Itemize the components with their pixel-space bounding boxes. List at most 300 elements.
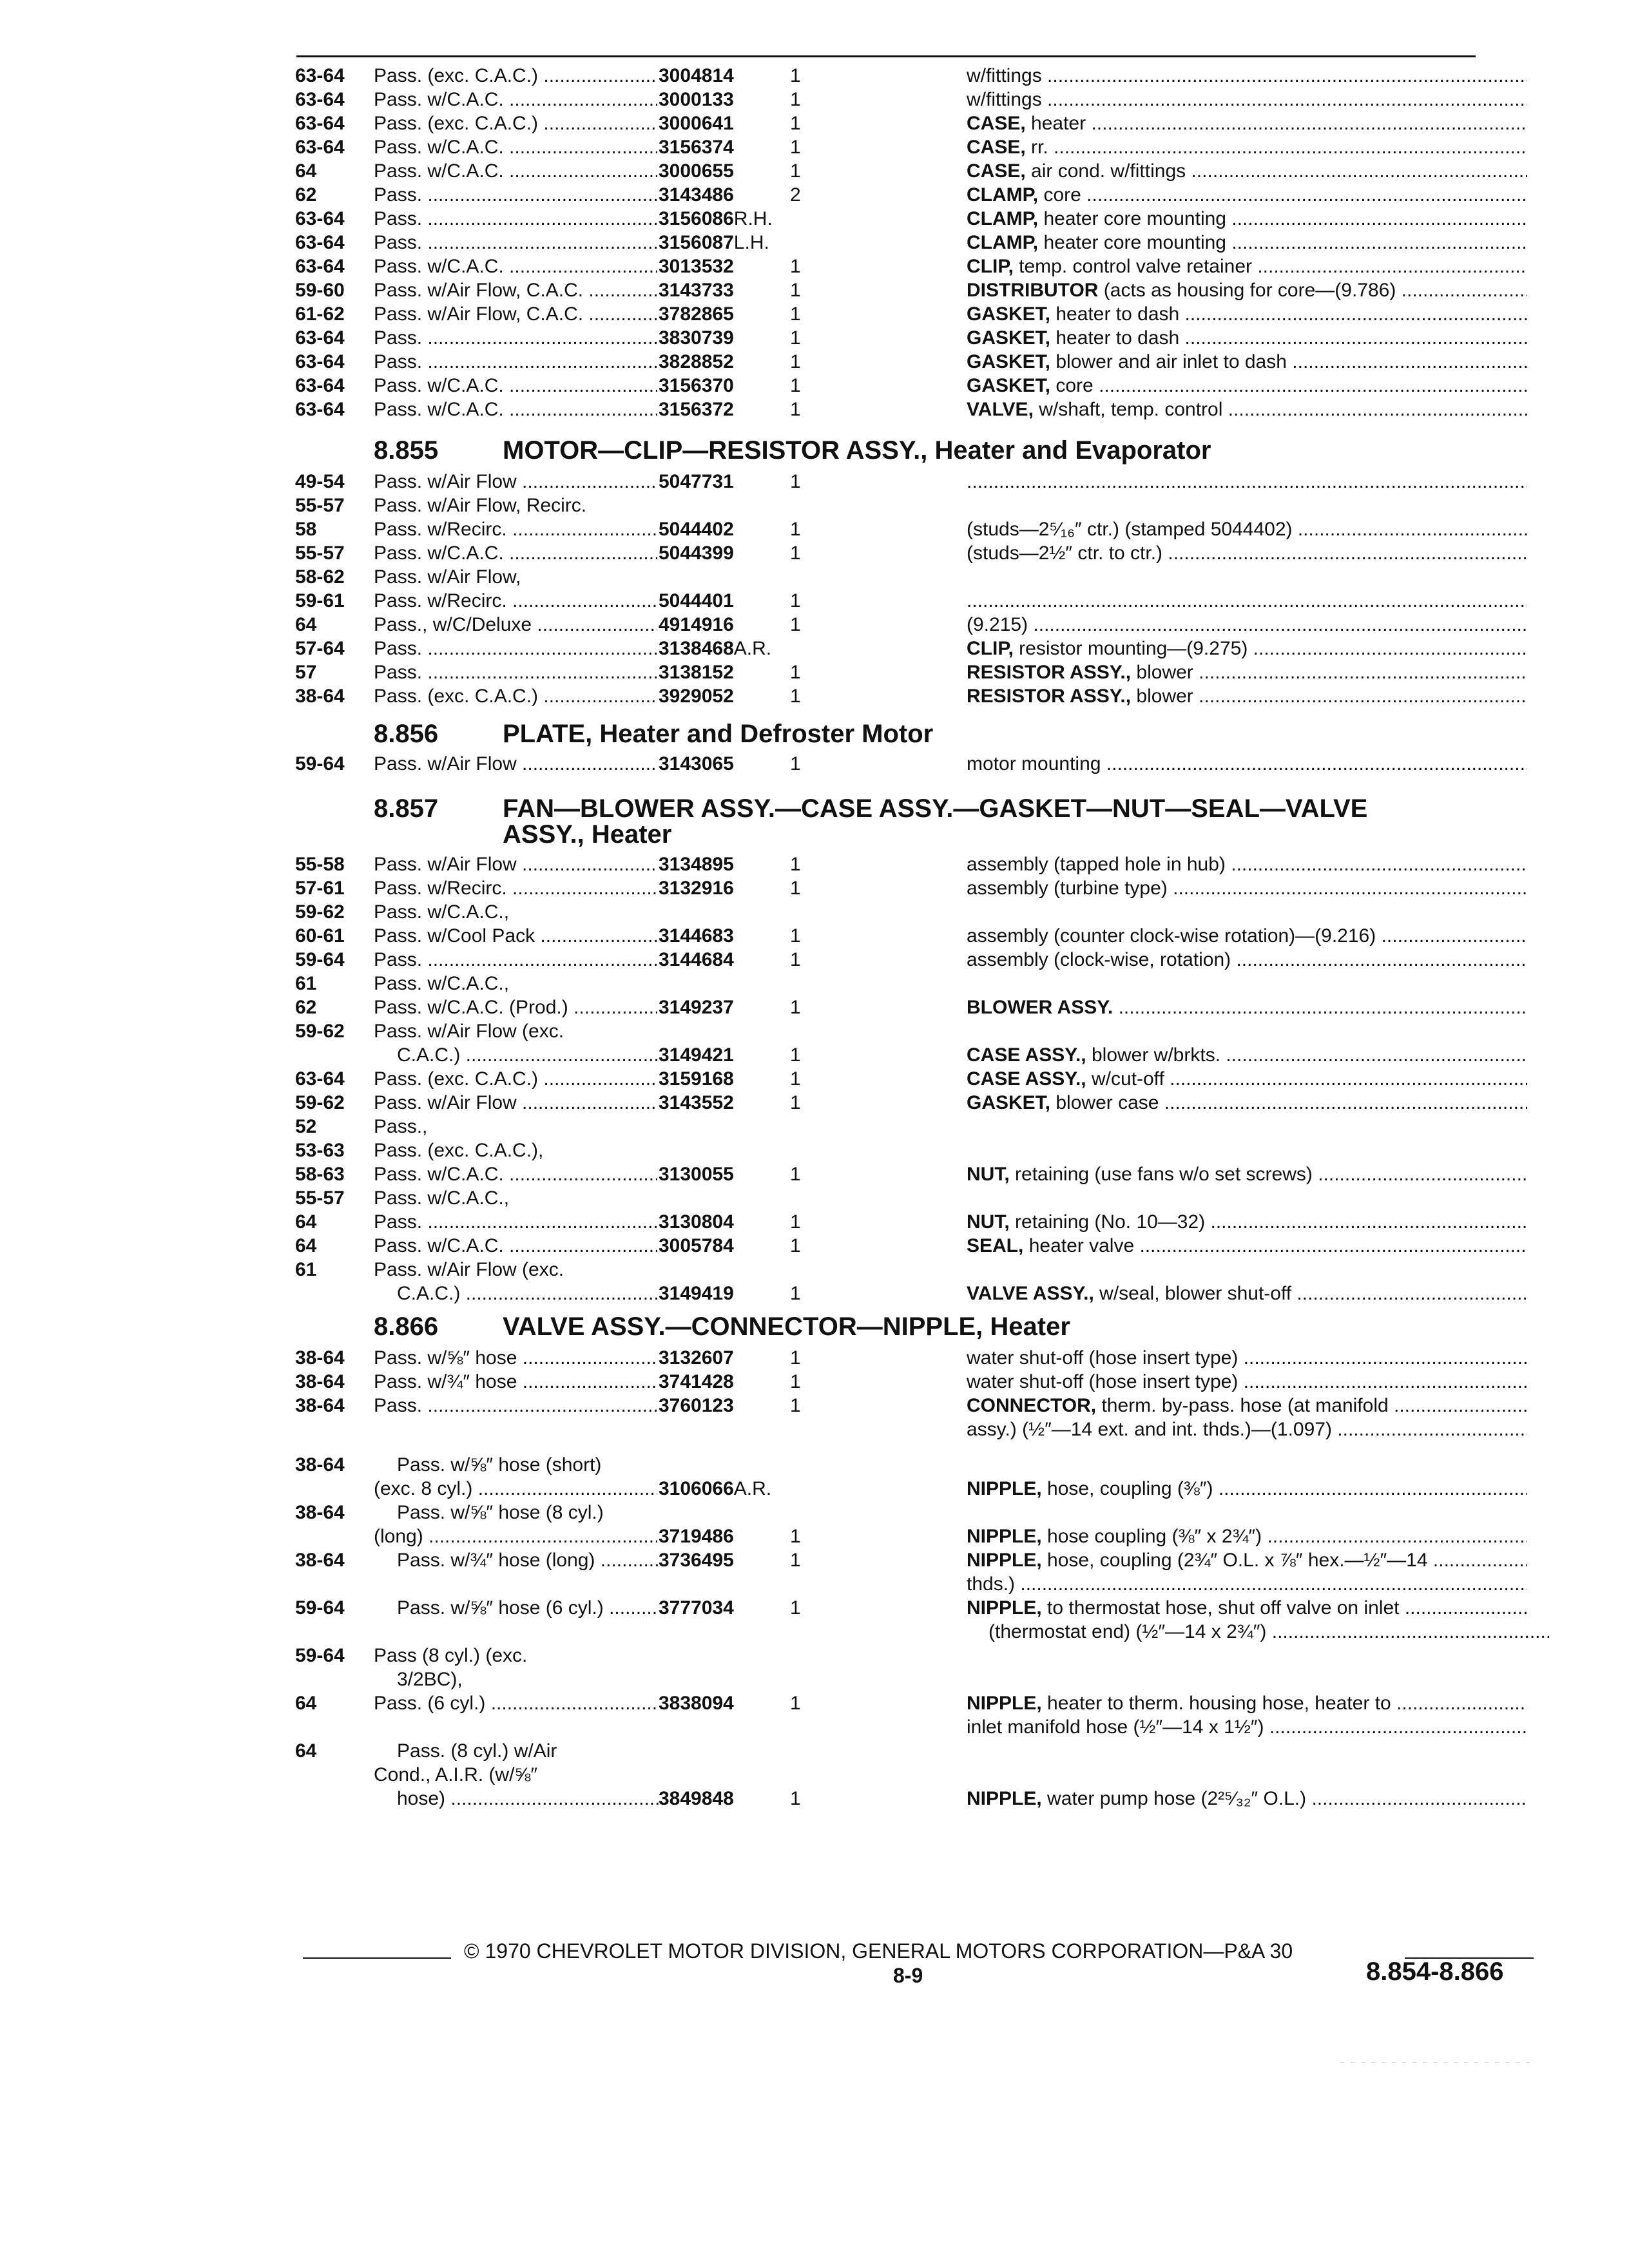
part-name-detail: (acts as housing for core—(9.786)	[1103, 280, 1396, 301]
quantity: 1	[790, 1068, 801, 1090]
model-years: 63-64	[295, 232, 345, 253]
part-name-detail: heater core mounting	[1043, 232, 1226, 253]
part-name	[967, 613, 1527, 637]
usage-description: Cond., A.I.R. (w/⅝″	[374, 1764, 538, 1785]
usage-description: Pass. w/Air Flow, C.A.C. .....	[374, 279, 657, 302]
part-number-value: 5044399	[659, 543, 734, 564]
part-number-value: 3130055	[659, 1164, 734, 1185]
part-name-detail: w/shaft, temp. control	[1039, 399, 1223, 420]
part-number	[659, 1549, 787, 1572]
part-number-value: 3828852	[659, 351, 734, 372]
model-years: 64	[295, 160, 317, 182]
section-title: FAN—BLOWER ASSY.—CASE ASSY.—GASKET—NUT—SEAL—VALVE	[503, 794, 1368, 823]
part-name	[967, 398, 1527, 421]
model-years: 64	[295, 614, 317, 635]
section-heading-8-866	[374, 1312, 1070, 1341]
part-number	[659, 1394, 787, 1418]
part-name-bold: CASE,	[967, 137, 1026, 158]
part-name-detail: therm. by-pass. hose (at manifold	[1101, 1395, 1389, 1416]
part-name-detail: (thermostat end) (½″—14 x 2¾″)	[988, 1621, 1267, 1642]
part-name	[967, 1549, 1527, 1572]
part-name	[967, 64, 1527, 88]
part-number	[659, 1044, 787, 1067]
table-row	[0, 1394, 1629, 1419]
quantity: 1	[790, 303, 801, 325]
table-row	[0, 1139, 1629, 1164]
part-number	[659, 996, 787, 1019]
model-years: 63-64	[295, 89, 345, 110]
section-number: 8.866	[374, 1312, 439, 1341]
model-years: 58-62	[295, 566, 345, 588]
usage-description: Pass. w/¾″ hose (long) .....	[374, 1549, 680, 1572]
part-name	[967, 374, 1527, 398]
part-number	[659, 1787, 787, 1811]
usage-description: Pass. w/Air Flow .....	[374, 853, 657, 876]
part-name-detail: w/seal, blower shut-off	[1099, 1283, 1292, 1304]
table-row	[0, 494, 1629, 519]
part-name	[967, 1477, 1527, 1501]
part-number-value: 3005784	[659, 1235, 734, 1256]
usage-description: Pass. (exc. C.A.C.) .....	[374, 112, 657, 135]
part-name	[967, 1282, 1527, 1305]
part-name-detail: heater to therm. housing hose, heater to	[1047, 1693, 1391, 1714]
section-title: MOTOR—CLIP—RESISTOR ASSY., Heater and Evaporator	[503, 436, 1211, 465]
model-years: 55-57	[295, 1187, 345, 1209]
table-row	[0, 853, 1629, 878]
quantity: 1	[790, 925, 801, 947]
part-number-value: 3149419	[659, 1283, 734, 1304]
table-row	[0, 1347, 1629, 1371]
part-number-value: 3159168	[659, 1068, 734, 1090]
quantity: 1	[790, 160, 801, 182]
part-name-detail: heater to dash	[1055, 303, 1180, 325]
part-number	[659, 1477, 787, 1501]
part-number-suffix: L.H.	[733, 232, 769, 253]
part-number	[659, 877, 787, 900]
usage-description: Pass. w/C.A.C.,	[374, 1187, 510, 1209]
model-years: 59-64	[295, 949, 345, 970]
usage-description: Pass. .....	[374, 661, 657, 684]
usage-description: Pass. w/C.A.C. .....	[374, 374, 657, 398]
table-row	[0, 1370, 1629, 1395]
quantity: 1	[790, 753, 801, 774]
part-name-bold: VALVE ASSY.,	[967, 1283, 1094, 1304]
usage-description: Pass. w/Air Flow, C.A.C. .....	[374, 303, 657, 326]
part-name-detail: thds.)	[967, 1573, 1016, 1595]
table-row	[0, 398, 1629, 423]
part-number-suffix: A.R.	[733, 638, 772, 659]
usage-description: Pass. (exc. C.A.C.) .....	[374, 685, 657, 708]
table-row	[0, 374, 1629, 399]
part-name-detail: temp. control valve retainer	[1019, 256, 1252, 277]
part-number	[659, 374, 787, 398]
table-row	[0, 207, 1629, 232]
part-number	[659, 637, 787, 660]
table-row	[0, 1668, 1629, 1693]
part-number	[659, 1347, 787, 1370]
part-number-value: 3144683	[659, 925, 734, 947]
part-number	[659, 1597, 787, 1620]
table-row	[0, 542, 1629, 566]
part-number-value: 3156087	[659, 232, 734, 253]
part-name-detail: hose, coupling (2¾″ O.L. x ⅞″ hex.—½″—14	[1047, 1550, 1428, 1571]
part-number-value: 3013532	[659, 256, 734, 277]
part-number	[659, 1235, 787, 1258]
table-row	[0, 877, 1629, 901]
part-name-detail: water pump hose (2²⁵⁄₃₂″ O.L.)	[1047, 1788, 1307, 1809]
quantity: 1	[790, 1235, 801, 1256]
part-name	[967, 753, 1527, 776]
usage-description: Pass. (exc. C.A.C.) .....	[374, 1068, 657, 1091]
part-name	[967, 1525, 1527, 1548]
part-number-value: 5044401	[659, 590, 734, 611]
usage-description: Pass. .....	[374, 207, 657, 231]
table-row	[0, 972, 1629, 997]
part-name-detail: heater valve	[1028, 1235, 1135, 1256]
quantity: 1	[790, 1211, 801, 1233]
part-name	[967, 1418, 1527, 1441]
model-years: 59-60	[295, 280, 345, 301]
part-number	[659, 112, 787, 135]
part-number	[659, 685, 787, 708]
part-number-value: 3134895	[659, 854, 734, 875]
quantity: 1	[790, 1550, 801, 1571]
section-number: 8.856	[374, 720, 439, 748]
quantity: 1	[790, 1044, 801, 1066]
usage-description: C.A.C.) .....	[374, 1044, 680, 1067]
table-row	[0, 64, 1629, 89]
usage-description: Pass. w/C.A.C. .....	[374, 160, 657, 183]
part-name-bold: DISTRIBUTOR	[967, 280, 1099, 301]
usage-description: Pass. w/Recirc. .....	[374, 877, 657, 900]
part-name	[967, 1370, 1527, 1394]
part-name	[967, 661, 1527, 684]
model-years: 63-64	[295, 1068, 345, 1090]
part-name-detail: water shut-off (hose insert type)	[967, 1347, 1239, 1369]
part-number	[659, 542, 787, 565]
quantity: 1	[790, 280, 801, 301]
table-row	[0, 1282, 1629, 1307]
part-name-detail: (studs—2½″ ctr. to ctr.)	[967, 543, 1163, 564]
part-name-detail: heater core mounting	[1043, 208, 1226, 229]
part-number-value: 3782865	[659, 303, 734, 325]
usage-description: (exc. 8 cyl.) .....	[374, 1477, 657, 1501]
part-name	[967, 1573, 1527, 1596]
footer-rule-left	[303, 1957, 451, 1959]
quantity: 1	[790, 878, 801, 899]
part-number-value: 3132607	[659, 1347, 734, 1369]
part-number-value: 5044402	[659, 519, 734, 540]
part-name-bold: NIPPLE,	[967, 1693, 1042, 1714]
part-name-detail: blower	[1136, 686, 1193, 707]
part-number-value: 3149421	[659, 1044, 734, 1066]
model-years: 38-64	[295, 1550, 345, 1571]
part-number-value: 3138468	[659, 638, 734, 659]
part-name	[967, 112, 1527, 135]
quantity: 1	[790, 351, 801, 372]
model-years: 59-64	[295, 753, 345, 774]
part-name	[967, 1394, 1527, 1418]
part-name	[967, 207, 1527, 231]
part-name	[967, 1068, 1527, 1091]
part-name-detail: assembly (turbine type)	[967, 878, 1168, 899]
model-years: 59-64	[295, 1597, 345, 1619]
part-name	[967, 637, 1527, 660]
usage-description: Pass., w/C/Deluxe .....	[374, 613, 657, 637]
quantity: 1	[790, 1395, 801, 1416]
table-row	[0, 1573, 1629, 1597]
part-name-detail: heater to dash	[1055, 327, 1180, 349]
model-years: 59-62	[295, 1021, 345, 1042]
part-name-bold: VALVE,	[967, 399, 1034, 420]
quantity: 1	[790, 519, 801, 540]
part-name-bold: GASKET,	[967, 351, 1051, 372]
table-row	[0, 1258, 1629, 1283]
usage-description: Pass. w/Cool Pack .....	[374, 925, 657, 948]
quantity: 1	[790, 1347, 801, 1369]
usage-description: Pass. w/Air Flow (exc.	[374, 1259, 564, 1280]
model-years: 63-64	[295, 65, 345, 86]
table-row	[0, 470, 1629, 495]
part-name-detail: retaining (No. 10—32)	[1015, 1211, 1206, 1233]
usage-description: Pass.,	[374, 1116, 428, 1137]
quantity: 1	[790, 375, 801, 396]
table-row	[0, 1740, 1629, 1764]
part-number-value: 3741428	[659, 1371, 734, 1392]
model-years: 38-64	[295, 1395, 345, 1416]
part-number	[659, 470, 787, 494]
quantity: 1	[790, 1526, 801, 1547]
usage-description: Pass. w/Air Flow .....	[374, 753, 657, 776]
quantity: 1	[790, 471, 801, 492]
part-name	[967, 1787, 1527, 1811]
table-row	[0, 160, 1629, 184]
part-name-detail: (9.215)	[967, 614, 1028, 635]
section-title: VALVE ASSY.—CONNECTOR—NIPPLE, Heater	[503, 1312, 1070, 1341]
part-name-bold: NUT,	[967, 1164, 1010, 1185]
quantity: 1	[790, 1693, 801, 1714]
model-years: 55-57	[295, 543, 345, 564]
model-years: 38-64	[295, 1347, 345, 1369]
table-row	[0, 1020, 1629, 1044]
part-name-bold: GASKET,	[967, 375, 1051, 396]
part-name-bold: BLOWER ASSY.	[967, 997, 1113, 1018]
part-number	[659, 398, 787, 421]
part-name-detail: blower and air inlet to dash	[1055, 351, 1287, 372]
usage-description: Pass. .....	[374, 1394, 657, 1418]
part-name-bold: CASE ASSY.,	[967, 1068, 1086, 1090]
footer-copyright: © 1970 CHEVROLET MOTOR DIVISION, GENERAL MOTORS CORPORATION—P&A 30	[464, 1939, 1293, 1963]
quantity: 1	[790, 854, 801, 875]
part-number	[659, 948, 787, 972]
part-number	[659, 64, 787, 88]
part-number-value: 3143552	[659, 1092, 734, 1113]
part-name-bold: NIPPLE,	[967, 1788, 1042, 1809]
part-name-bold: CASE ASSY.,	[967, 1044, 1086, 1066]
part-name-bold: NIPPLE,	[967, 1550, 1042, 1571]
usage-description: Pass. w/⅝″ hose (8 cyl.)	[397, 1502, 604, 1523]
table-row	[0, 661, 1629, 686]
model-years: 63-64	[295, 137, 345, 158]
part-name	[967, 470, 1527, 494]
part-number	[659, 1211, 787, 1234]
part-name	[967, 1163, 1527, 1186]
part-number	[659, 184, 787, 207]
part-name	[967, 1044, 1527, 1067]
usage-description: Pass. w/C.A.C. .....	[374, 542, 657, 565]
part-name-bold: CASE,	[967, 160, 1026, 182]
model-years: 49-54	[295, 471, 345, 492]
part-number-value: 3143486	[659, 184, 734, 206]
quantity: 1	[790, 1164, 801, 1185]
model-years: 52	[295, 1116, 317, 1137]
table-row	[0, 1454, 1629, 1478]
usage-description: Pass. w/C.A.C.,	[374, 973, 510, 994]
part-number-value: 3830739	[659, 327, 734, 349]
usage-description: Pass. (exc. C.A.C.),	[374, 1140, 544, 1161]
table-row	[0, 590, 1629, 614]
quantity: 1	[790, 89, 801, 110]
model-years: 60-61	[295, 925, 345, 947]
table-row	[0, 1091, 1629, 1116]
part-number	[659, 160, 787, 183]
part-number	[659, 231, 787, 255]
part-number-value: 3106066	[659, 1478, 734, 1499]
part-number-value: 3838094	[659, 1693, 734, 1714]
part-name	[967, 160, 1527, 183]
part-number	[659, 88, 787, 111]
model-years: 53-63	[295, 1140, 345, 1161]
part-number	[659, 853, 787, 876]
model-years: 63-64	[295, 256, 345, 277]
quantity: 1	[790, 662, 801, 683]
table-row	[0, 753, 1629, 777]
usage-description: Pass. w/C.A.C. (Prod.) .....	[374, 996, 657, 1019]
model-years: 57-64	[295, 638, 345, 659]
usage-description: Pass. .....	[374, 637, 657, 660]
part-number-value: 3130804	[659, 1211, 734, 1233]
part-name-detail: assembly (clock-wise, rotation)	[967, 949, 1231, 970]
model-years: 63-64	[295, 399, 345, 420]
part-number	[659, 1091, 787, 1115]
table-row	[0, 637, 1629, 662]
quantity: 1	[790, 614, 801, 635]
model-years: 58	[295, 519, 317, 540]
section-range: 8.854-8.866	[1366, 1957, 1504, 1986]
part-name	[967, 853, 1527, 876]
model-years: 64	[295, 1740, 317, 1762]
model-years: 61-62	[295, 303, 345, 325]
part-name	[967, 1235, 1527, 1258]
table-row	[0, 1115, 1629, 1140]
section-number: 8.855	[374, 436, 439, 465]
part-name	[967, 1716, 1527, 1739]
part-number	[659, 1282, 787, 1305]
part-number-value: 3849848	[659, 1788, 734, 1809]
usage-description: Pass. .....	[374, 948, 657, 972]
part-number-value: 4914916	[659, 614, 734, 635]
part-name-bold: RESISTOR ASSY.,	[967, 662, 1132, 683]
table-row	[0, 1501, 1629, 1526]
part-name	[967, 877, 1527, 900]
part-name	[967, 948, 1527, 972]
part-name-detail: blower w/brkts.	[1091, 1044, 1221, 1066]
quantity: 1	[790, 1283, 801, 1304]
model-years: 38-64	[295, 1371, 345, 1392]
part-name-bold: GASKET,	[967, 327, 1051, 349]
part-name-detail: assy.) (½″—14 ext. and int. thds.)—(1.097)	[967, 1419, 1332, 1440]
part-number	[659, 279, 787, 302]
model-years: 59-62	[295, 1092, 345, 1113]
scan-smudge	[1340, 2062, 1534, 2063]
table-row	[0, 1549, 1629, 1573]
part-name-detail: w/cut-off	[1091, 1068, 1164, 1090]
table-row	[0, 996, 1629, 1021]
part-number	[659, 925, 787, 948]
part-name-detail: retaining (use fans w/o set screws)	[1015, 1164, 1313, 1185]
model-years: 58-63	[295, 1164, 345, 1185]
table-row	[0, 184, 1629, 208]
table-row	[0, 1620, 1629, 1645]
section-title: PLATE, Heater and Defroster Motor	[503, 720, 934, 748]
part-number	[659, 613, 787, 637]
usage-description: Pass. w/Recirc. .....	[374, 518, 657, 541]
quantity: 1	[790, 1092, 801, 1113]
quantity: 1	[790, 113, 801, 134]
usage-description: 3/2BC),	[397, 1669, 463, 1690]
table-row	[0, 255, 1629, 280]
part-name	[967, 303, 1527, 326]
part-name-detail: hose, coupling (⅜″)	[1047, 1478, 1213, 1499]
model-years: 55-57	[295, 495, 345, 516]
table-row	[0, 88, 1629, 113]
part-name-detail: water shut-off (hose insert type)	[967, 1371, 1239, 1392]
usage-description: Pass. w/Recirc. .....	[374, 590, 657, 613]
part-name	[967, 1597, 1527, 1620]
part-name-bold: CLAMP,	[967, 184, 1039, 206]
table-row	[0, 1211, 1629, 1235]
part-number-value: 3143065	[659, 753, 734, 774]
part-name-detail: core	[1043, 184, 1081, 206]
part-number	[659, 1370, 787, 1394]
part-number	[659, 255, 787, 278]
part-number-value: 3149237	[659, 997, 734, 1018]
part-name	[967, 279, 1527, 302]
part-number	[659, 207, 787, 231]
part-name-bold: NIPPLE,	[967, 1597, 1042, 1619]
usage-description: Pass. (exc. C.A.C.) .....	[374, 64, 657, 88]
table-row	[0, 925, 1629, 949]
usage-description: Pass. (8 cyl.) w/Air	[397, 1740, 557, 1762]
section-title-continued: ASSY., Heater	[503, 820, 672, 849]
part-name-bold: CONNECTOR,	[967, 1395, 1097, 1416]
usage-description: Pass. .....	[374, 351, 657, 374]
part-number-value: 3929052	[659, 686, 734, 707]
table-row	[0, 1763, 1629, 1788]
table-row	[0, 1068, 1629, 1092]
model-years: 59-62	[295, 901, 345, 923]
quantity: 1	[790, 1788, 801, 1809]
part-name	[967, 184, 1527, 207]
model-years: 57	[295, 662, 317, 683]
model-years: 61	[295, 973, 317, 994]
part-number	[659, 518, 787, 541]
table-row	[0, 948, 1629, 973]
usage-description: Pass. w/C.A.C. .....	[374, 398, 657, 421]
page-number: 8-9	[893, 1964, 923, 1987]
part-name	[967, 542, 1527, 565]
part-name-detail: rr.	[1031, 137, 1048, 158]
